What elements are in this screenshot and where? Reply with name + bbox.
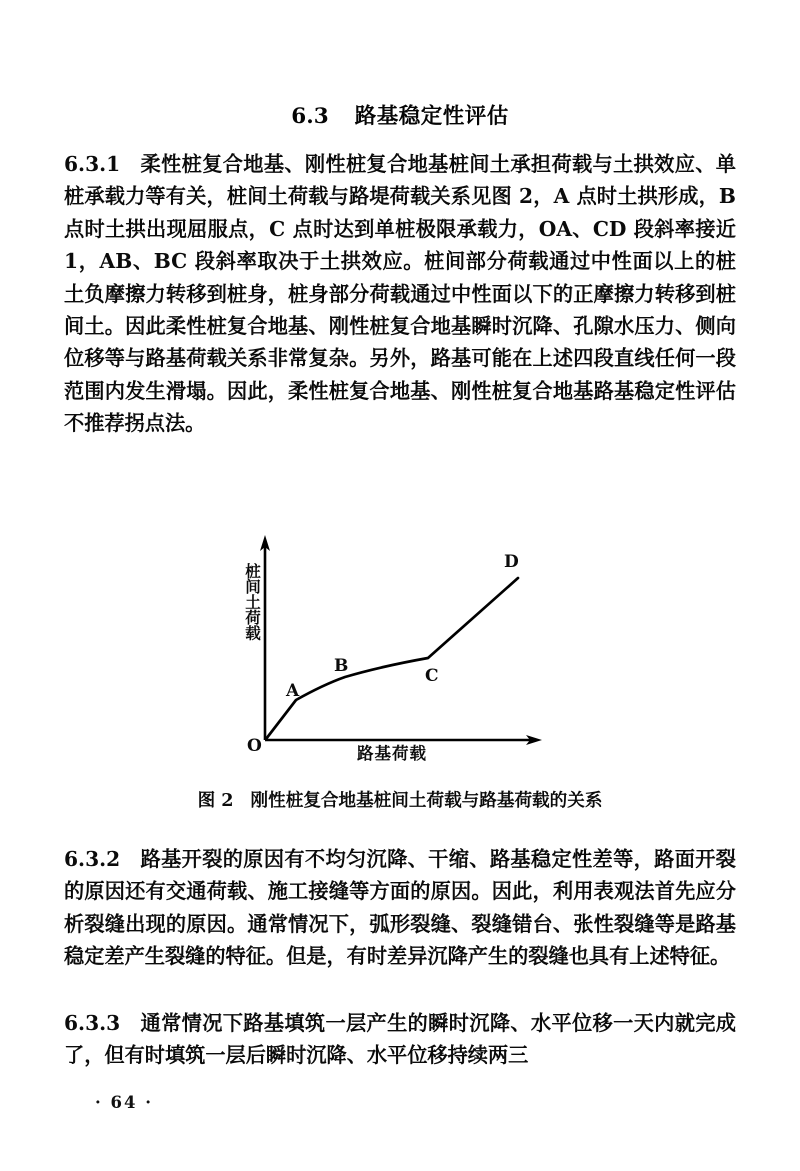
- clause-paragraph-632: [64, 843, 736, 973]
- point-label-b: B: [334, 656, 349, 676]
- clause-number-631: 6.3.1: [64, 152, 121, 176]
- load-relationship-curve: [266, 578, 518, 739]
- clause-text-631: 柔性桩复合地基、刚性桩复合地基桩间土承担荷载与土拱效应、单桩承载力等有关，桩间土荷载与路堤荷载关系见图 2，A 点时土拱形成，B 点时土拱出现屈服点，C 点时达到单桩极限承载力，OA、CD 段斜率接近 1，AB、BC 段斜率取决于土拱效应。桩间部分荷载通过中性面以上的桩土负摩擦力转移到桩身，桩身部分荷载通过中性面以下的正摩擦力转移到桩间土。因此柔性桩复合地基、刚性桩复合地基瞬时沉降、孔隙水压力、侧向位移等与路基荷载关系非常复杂。另外，路基可能在上述四段直线任何一段范围内发生滑塌。因此，柔性桩复合地基、刚性桩复合地基路基稳定性评估不推荐拐点法。: [64, 152, 736, 436]
- x-axis-label: 路基荷载: [357, 744, 427, 763]
- clause-number-633: 6.3.3: [64, 1011, 121, 1035]
- figure-number: 图 2: [197, 790, 234, 811]
- point-label-c: C: [425, 666, 439, 686]
- figure-caption-text: 刚性桩复合地基桩间土荷载与路基荷载的关系: [250, 790, 603, 811]
- y-axis-label: 桩间土荷载: [243, 563, 262, 641]
- point-label-o: O: [247, 736, 262, 756]
- section-heading: [0, 99, 800, 130]
- clause-paragraph-631: [64, 148, 736, 440]
- section-title: 路基稳定性评估: [354, 104, 509, 129]
- clause-paragraph-633: [64, 1007, 736, 1072]
- point-label-d: D: [504, 552, 519, 572]
- section-number: 6.3: [291, 104, 329, 129]
- figure-2: [0, 515, 800, 815]
- page-number-footer: · 64 ·: [95, 1093, 153, 1112]
- clause-text-633: 通常情况下路基填筑一层产生的瞬时沉降、水平位移一天内就完成了，但有时填筑一层后瞬时沉降、水平位移持续两三: [64, 1011, 736, 1068]
- clause-text-632: 路基开裂的原因有不均匀沉降、干缩、路基稳定性差等，路面开裂的原因还有交通荷载、施工接缝等方面的原因。因此，利用表观法首先应分析裂缝出现的原因。通常情况下，弧形裂缝、裂缝错台、张性裂缝等是路基稳定差产生裂缝的特征。但是，有时差异沉降产生的裂缝也具有上述特征。: [64, 847, 736, 969]
- clause-number-632: 6.3.2: [64, 847, 121, 871]
- point-label-a: A: [286, 681, 300, 701]
- figure-caption: [0, 787, 800, 812]
